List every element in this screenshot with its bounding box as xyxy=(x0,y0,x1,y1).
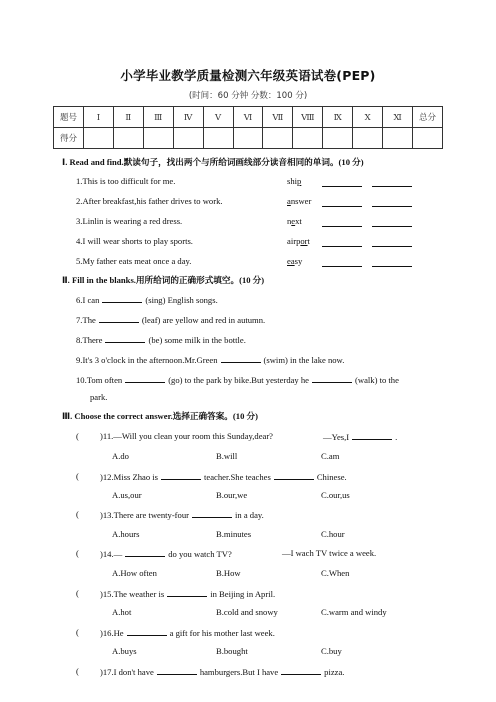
score-table-score-row xyxy=(54,128,443,149)
score-input-cell[interactable] xyxy=(113,128,143,149)
option-a[interactable]: A.hours xyxy=(112,529,140,539)
question-11: )11.—Will you clean your room this Sunday,dear? xyxy=(100,431,273,441)
option-a[interactable]: A.How often xyxy=(112,568,157,578)
score-input-cell[interactable] xyxy=(173,128,203,149)
answer-paren[interactable]: ( xyxy=(76,431,79,441)
answer-blank[interactable] xyxy=(125,374,165,383)
option-b[interactable]: B.minutes xyxy=(216,529,252,539)
question-14-reply: —I wach TV twice a week. xyxy=(282,548,377,558)
score-cell: 总分 xyxy=(413,107,443,128)
question-4: 4.I will wear shorts to play sports. xyxy=(76,236,193,246)
answer-blank[interactable] xyxy=(322,206,362,207)
option-b[interactable]: B.our,we xyxy=(216,490,248,500)
score-table xyxy=(53,106,443,149)
question-5: 5.My father eats meat once a day. xyxy=(76,256,192,266)
answer-blank[interactable] xyxy=(281,666,321,675)
answer-blank[interactable] xyxy=(192,509,232,518)
answer-blank[interactable] xyxy=(372,206,412,207)
score-cell: 题号 xyxy=(54,107,84,128)
answer-paren[interactable]: ( xyxy=(76,627,79,637)
question-13: )13.There are twenty-four in a day. xyxy=(100,510,264,520)
option-a[interactable]: A.hot xyxy=(112,607,132,617)
option-a[interactable]: A.buys xyxy=(112,646,137,656)
answer-blank[interactable] xyxy=(99,314,139,323)
answer-blank[interactable] xyxy=(372,226,412,227)
answer-paren[interactable]: ( xyxy=(76,588,79,598)
given-word-2: answer xyxy=(287,196,312,206)
given-word-5: easy xyxy=(287,256,303,266)
question-10: 10.Tom often (go) to the park by bike.But yesterday he (walk) to the xyxy=(76,375,399,385)
score-table-header-row xyxy=(54,107,443,128)
question-6: 6.I can (sing) English songs. xyxy=(76,295,218,305)
answer-blank[interactable] xyxy=(161,471,201,480)
answer-blank[interactable] xyxy=(372,246,412,247)
answer-paren[interactable]: ( xyxy=(76,471,79,481)
score-cell: Ⅸ xyxy=(323,107,353,128)
score-cell: Ⅵ xyxy=(233,107,263,128)
answer-blank[interactable] xyxy=(322,186,362,187)
score-input-cell[interactable] xyxy=(413,128,443,149)
section-2-heading: Ⅱ. Fill in the blanks.用所给词的正确形式填空。(10 分) xyxy=(62,275,265,285)
answer-blank[interactable] xyxy=(167,588,207,597)
answer-paren[interactable]: ( xyxy=(76,666,79,676)
score-input-cell[interactable] xyxy=(383,128,413,149)
given-word-4: airport xyxy=(287,236,310,246)
option-c[interactable]: C.warm and windy xyxy=(321,607,387,617)
page-title: 小学毕业教学质量检测六年级英语试卷(PEP) xyxy=(120,68,376,83)
score-cell: Ⅷ xyxy=(293,107,323,128)
score-input-cell[interactable] xyxy=(293,128,323,149)
score-input-cell[interactable] xyxy=(263,128,293,149)
answer-blank[interactable] xyxy=(372,186,412,187)
answer-blank[interactable] xyxy=(102,294,142,303)
answer-paren[interactable]: ( xyxy=(76,509,79,519)
section-1-heading: Ⅰ. Read and find.默读句子，找出两个与所给词画线部分读音相同的单词。(10 分) xyxy=(62,157,364,167)
answer-blank[interactable] xyxy=(372,266,412,267)
score-cell: Ⅰ xyxy=(83,107,113,128)
answer-blank[interactable] xyxy=(127,627,167,636)
option-c[interactable]: C.hour xyxy=(321,529,345,539)
score-cell: Ⅲ xyxy=(143,107,173,128)
option-c[interactable]: C.am xyxy=(321,451,340,461)
score-cell: Ⅹ xyxy=(353,107,383,128)
answer-blank[interactable] xyxy=(352,431,392,440)
answer-blank[interactable] xyxy=(312,374,352,383)
score-row-label: 得分 xyxy=(54,128,84,149)
option-b[interactable]: B.bought xyxy=(216,646,248,656)
score-cell: Ⅶ xyxy=(263,107,293,128)
score-cell: Ⅱ xyxy=(113,107,143,128)
question-11-reply: —Yes,I . xyxy=(323,432,398,442)
answer-blank[interactable] xyxy=(322,266,362,267)
question-17: )17.I don't have hamburgers.But I have pizza. xyxy=(100,667,345,677)
question-16: )16.He a gift for his mother last week. xyxy=(100,628,275,638)
option-b[interactable]: B.will xyxy=(216,451,238,461)
answer-blank[interactable] xyxy=(322,246,362,247)
question-14: )14.— do you watch TV? xyxy=(100,549,232,559)
score-input-cell[interactable] xyxy=(203,128,233,149)
option-c[interactable]: C.When xyxy=(321,568,350,578)
answer-blank[interactable] xyxy=(322,226,362,227)
option-c[interactable]: C.our,us xyxy=(321,490,350,500)
score-input-cell[interactable] xyxy=(323,128,353,149)
option-b[interactable]: B.How xyxy=(216,568,241,578)
question-3: 3.Linlin is wearing a red dress. xyxy=(76,216,183,226)
option-c[interactable]: C.buy xyxy=(321,646,342,656)
score-input-cell[interactable] xyxy=(353,128,383,149)
given-word-1: ship xyxy=(287,176,302,186)
answer-blank[interactable] xyxy=(221,354,261,363)
score-cell: Ⅺ xyxy=(383,107,413,128)
exam-info: (时间：60 分钟 分数：100 分) xyxy=(188,91,308,101)
question-7: 7.The (leaf) are yellow and red in autumn. xyxy=(76,315,266,325)
given-word-3: next xyxy=(287,216,302,226)
answer-blank[interactable] xyxy=(157,666,197,675)
answer-paren[interactable]: ( xyxy=(76,548,79,558)
answer-blank[interactable] xyxy=(125,548,165,557)
question-12: )12.Miss Zhao is teacher.She teaches Chinese. xyxy=(100,472,347,482)
section-3-heading: Ⅲ. Choose the correct answer.选择正确答案。(10 分) xyxy=(62,411,258,421)
score-input-cell[interactable] xyxy=(83,128,113,149)
score-cell: Ⅳ xyxy=(173,107,203,128)
option-a[interactable]: A.us,our xyxy=(112,490,142,500)
option-a[interactable]: A.do xyxy=(112,451,129,461)
question-15: )15.The weather is in Beijing in April. xyxy=(100,589,276,599)
score-cell: Ⅴ xyxy=(203,107,233,128)
question-1: 1.This is too difficult for me. xyxy=(76,176,176,186)
question-2: 2.After breakfast,his father drives to work. xyxy=(76,196,223,206)
option-b[interactable]: B.cold and snowy xyxy=(216,607,278,617)
question-10-continued: park. xyxy=(90,392,108,402)
question-9: 9.It's 3 o'clock in the afternoon.Mr.Green (swim) in the lake now. xyxy=(76,355,345,365)
score-input-cell[interactable] xyxy=(233,128,263,149)
answer-blank[interactable] xyxy=(105,334,145,343)
answer-blank[interactable] xyxy=(274,471,314,480)
score-input-cell[interactable] xyxy=(143,128,173,149)
question-8: 8.There (be) some milk in the bottle. xyxy=(76,335,246,345)
